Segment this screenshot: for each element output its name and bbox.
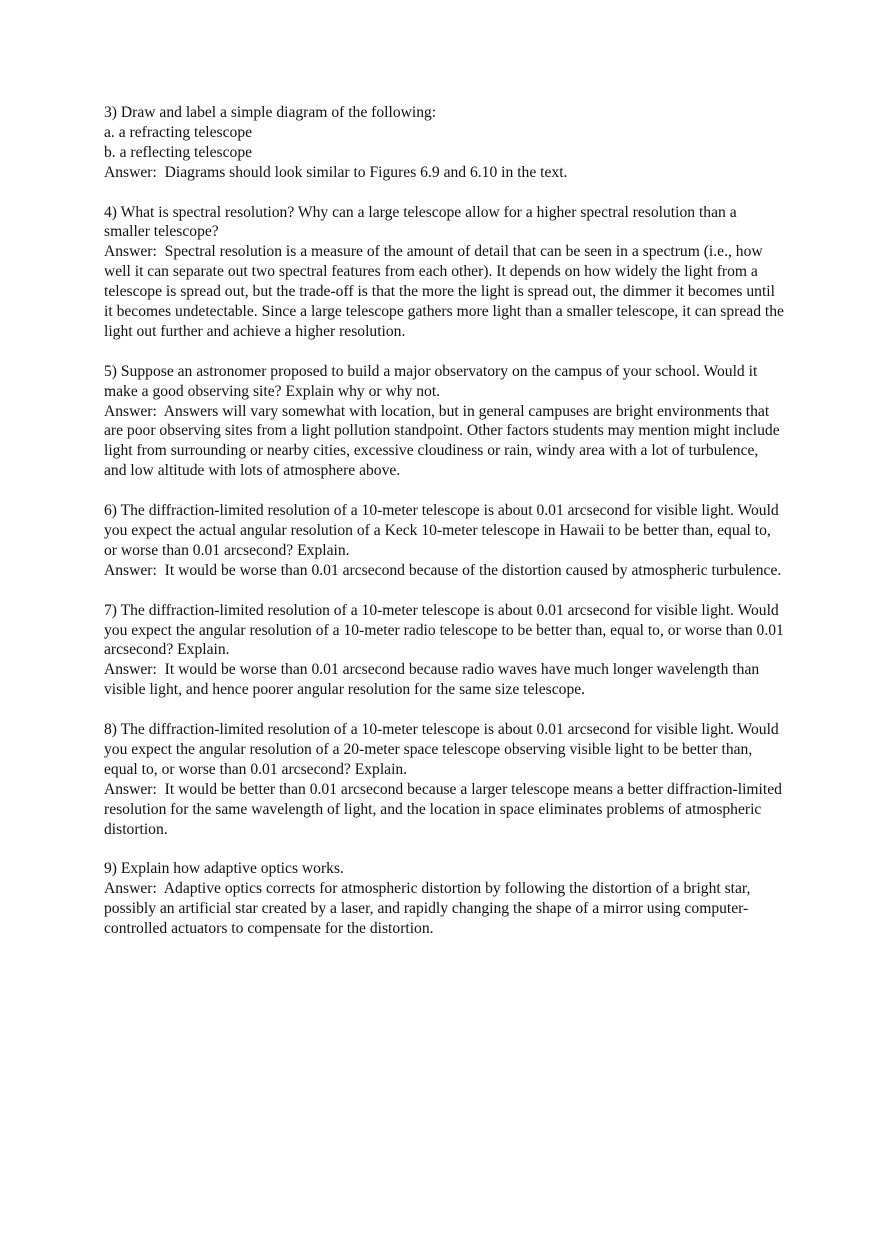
answer-body: It would be worse than 0.01 arcsecond because of the distortion caused by atmospheric turbulence. (164, 561, 782, 579)
question-block-8 (104, 720, 784, 839)
answer-body: Answers will vary somewhat with location, but in general campuses are bright environments that are poor observing sites from a light pollution standpoint. Other factors students may mention might include light from surrounding or nearby cities, excessive cloudiness or rain, windy area with a lot of turbulence, and low altitude with lots of atmosphere above. (104, 402, 784, 480)
answer-text (104, 402, 784, 482)
question-text: 9) Explain how adaptive optics works. (104, 860, 344, 878)
answer-label: Answer: (104, 780, 165, 798)
question-text: 3) Draw and label a simple diagram of the following: (104, 104, 437, 121)
answer-label: Answer: (104, 402, 164, 420)
question-text: 5) Suppose an astronomer proposed to build a major observatory on the campus of your school. Would it make a good observing site? Explain why or why not. (104, 362, 762, 400)
answer-text (104, 879, 784, 939)
sub-item: a. a refracting telescope (104, 123, 253, 141)
answer-label: Answer: (104, 163, 165, 181)
answer-body: Diagrams should look similar to Figures 6.9 and 6.10 in the text. (164, 163, 568, 181)
sub-item: b. a reflecting telescope (104, 143, 253, 161)
document-page (104, 103, 788, 959)
question-block-4 (104, 203, 788, 342)
answer-label: Answer: (104, 243, 165, 261)
answer-text (104, 561, 784, 581)
answer-body: Adaptive optics corrects for atmospheric distortion by following the distortion of a bright star, possibly an artificial star created by a laser, and rapidly changing the shape of a mirror using computer-controlled actuators to compensate for the distortion. (104, 880, 755, 938)
question-block-7 (104, 601, 788, 701)
answer-text (104, 163, 784, 183)
answer-text (104, 660, 784, 700)
question-text: 8) The diffraction-limited resolution of a 10-meter telescope is about 0.01 arcsecond for visible light. Would you expect the angular resolution of a 20-meter space telescope observing visible light to be better than, equal to, or worse than 0.01 arcsecond? Explain. (104, 721, 783, 778)
answer-text (104, 780, 784, 840)
question-text: 7) The diffraction-limited resolution of a 10-meter telescope is about 0.01 arcsecond for visible light. Would you expect the angular resolution of a 10-meter radio telescope to be better than, equal to, or worse than 0.01 arcsecond? Explain. (104, 601, 788, 659)
answer-label: Answer: (104, 561, 165, 579)
question-block-5 (104, 362, 784, 481)
answer-label: Answer: (104, 661, 165, 679)
question-block-3 (104, 103, 784, 183)
question-block-6 (104, 501, 784, 581)
answer-body: It would be better than 0.01 arcsecond because a larger telescope means a better diffraction-limited resolution for the same wavelength of light, and the location in space eliminates problems of atmospheric distortion. (104, 780, 786, 838)
answer-body: Spectral resolution is a measure of the amount of detail that can be seen in a spectrum (i.e., how well it can separate out two spectral features from each other). It depends on how widely the light from a telescope is spread out, but the trade-off is that the more the light is spread out, the dimmer it becomes until it becomes undetectable. Since a large telescope gathers more light than a smaller telescope, it can spread the light out further and achieve a higher resolution. (104, 243, 788, 340)
question-text: 4) What is spectral resolution? Why can a large telescope allow for a higher spectral resolution than a smaller telescope? (104, 203, 741, 241)
answer-text (104, 242, 788, 342)
answer-label: Answer: (104, 880, 164, 898)
answer-body: It would be worse than 0.01 arcsecond because radio waves have much longer wavelength than visible light, and hence poorer angular resolution for the same size telescope. (104, 661, 764, 699)
question-block-9 (104, 859, 784, 939)
question-text: 6) The diffraction-limited resolution of a 10-meter telescope is about 0.01 arcsecond for visible light. Would you expect the actual angular resolution of a Keck 10-meter telescope in Hawaii to be better than, equal to, or worse than 0.01 arcsecond? Explain. (104, 502, 783, 559)
